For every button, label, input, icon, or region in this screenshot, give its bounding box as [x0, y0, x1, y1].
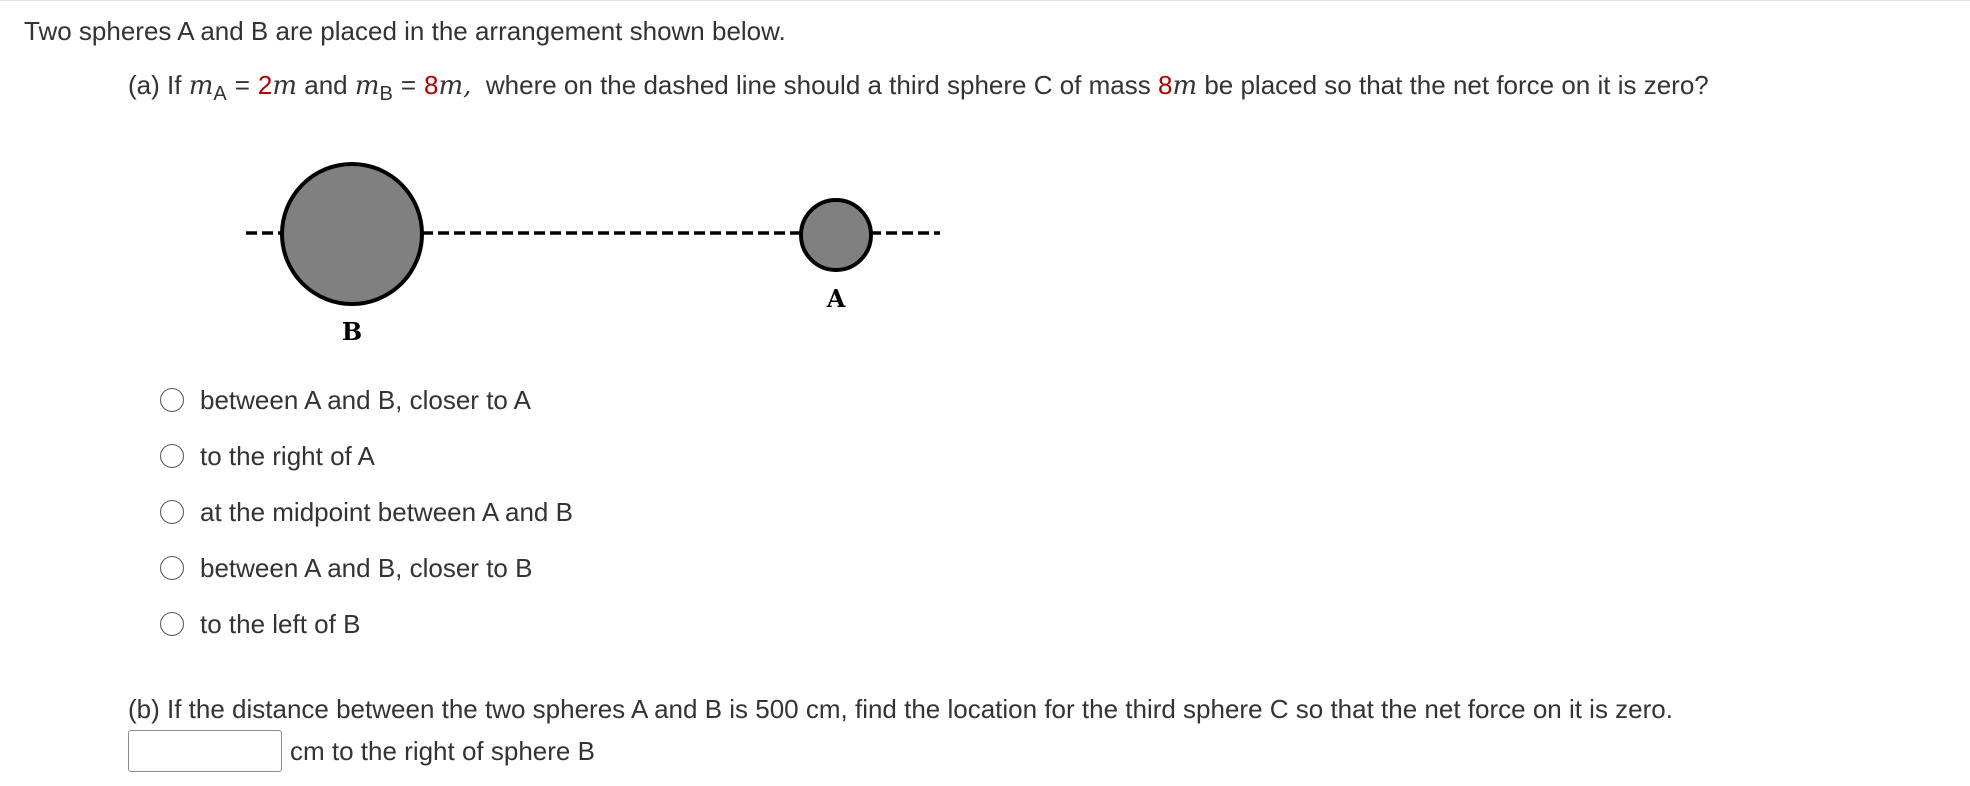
option-left-of-b[interactable] [160, 596, 573, 652]
sphere-b-label: B [341, 317, 363, 346]
answer-unit-label: cm to the right of sphere B [290, 735, 595, 766]
option-closer-to-b[interactable] [160, 540, 573, 596]
part-b-prompt: (b) If the distance between the two spheres A and B is 500 cm, find the location for the third sphere C so that the net force on it is zero. [128, 694, 1673, 724]
mass-c-value: 8 [1157, 70, 1173, 100]
part-a-suffix-2: be placed so that the net force on it is zero? [1204, 70, 1709, 100]
mass-a-value: 2 [257, 70, 273, 100]
mass-a-symbol: $m_A$ [188, 71, 227, 105]
part-a-prefix: (a) If [128, 70, 182, 100]
spheres-figure [0, 0, 1000, 360]
part-a-suffix-1: where on the dashed line should a third sphere C of mass [485, 70, 1151, 100]
radio-button[interactable] [160, 556, 184, 580]
mass-unit: m [438, 71, 464, 101]
comma: , [463, 71, 472, 101]
sphere-b [282, 164, 422, 304]
mass-b-value: 8 [424, 70, 439, 100]
equals-sign: = [400, 70, 417, 100]
part-b-answer-row [128, 730, 595, 772]
radio-button[interactable] [160, 444, 184, 468]
mass-unit: m [272, 71, 297, 101]
sphere-a [801, 200, 871, 270]
mass-unit: m [1172, 71, 1198, 101]
question-intro: Two spheres A and B are placed in the arrangement shown below. [24, 16, 786, 46]
option-closer-to-a[interactable] [160, 372, 573, 428]
option-label: to the left of B [200, 608, 361, 639]
and-text: and [304, 70, 348, 100]
equals-sign: = [234, 70, 250, 100]
option-right-of-a[interactable] [160, 428, 573, 484]
option-label: between A and B, closer to A [200, 384, 532, 415]
radio-button[interactable] [160, 388, 184, 412]
answer-options [160, 372, 573, 652]
sphere-a-label: A [826, 284, 846, 313]
distance-answer-input[interactable] [128, 730, 282, 772]
radio-button[interactable] [160, 500, 184, 524]
option-midpoint[interactable] [160, 484, 573, 540]
option-label: at the midpoint between A and B [200, 496, 573, 527]
option-label: to the right of A [200, 440, 375, 471]
mass-b-symbol: $m_B$ [354, 71, 393, 105]
option-label: between A and B, closer to B [200, 552, 533, 583]
radio-button[interactable] [160, 612, 184, 636]
